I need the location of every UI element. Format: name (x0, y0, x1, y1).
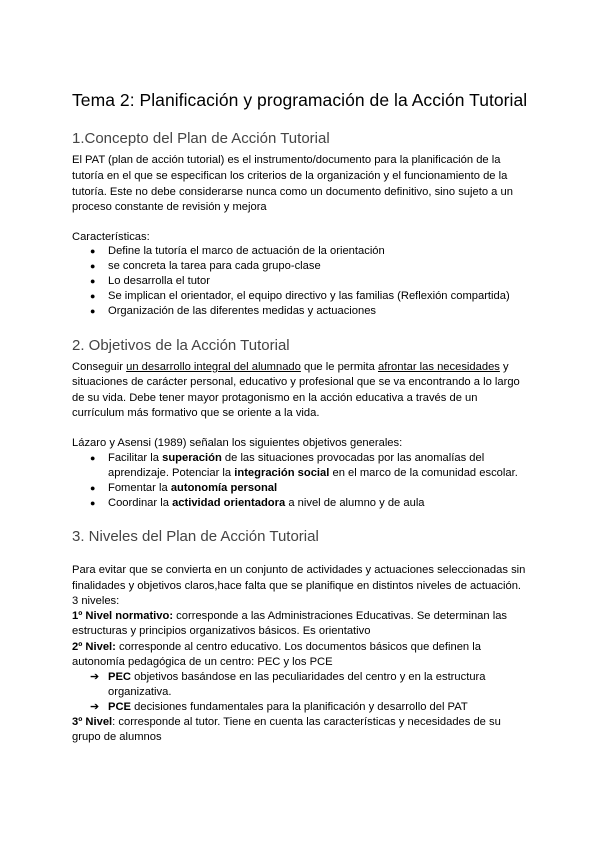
bullet-icon: ● (90, 246, 96, 256)
paragraph-line: 3 niveles: (72, 595, 120, 607)
paragraph-line: finalidades y objetivos claros,hace falta que se planifique en distintos niveles de actuación. (72, 580, 522, 592)
section-1-heading: 1.Concepto del Plan de Acción Tutorial (72, 130, 330, 147)
section-2-heading: 2. Objetivos de la Acción Tutorial (72, 337, 290, 354)
paragraph-line: autonomía pedagógica de un centro: PEC y los PCE (72, 656, 333, 668)
paragraph-line: tutoría. Este no debe considerarse nunca como un documento definitivo, sino sujeto a un (72, 186, 513, 198)
characteristics-label: Características: (72, 231, 150, 243)
bullet-icon: ● (90, 498, 96, 508)
paragraph-line: tutoría en el que se especifican los criterios de la organización y el funcionamiento de la (72, 170, 508, 182)
paragraph-line: El PAT (plan de acción tutorial) es el instrumento/documento para la planificación de la (72, 154, 501, 166)
paragraph-line: Conseguir un desarrollo integral del alumnado que le permita afrontar las necesidades y (72, 361, 509, 373)
bullet-icon: ● (90, 483, 96, 493)
bullet-icon: ● (90, 306, 96, 316)
bullet-icon: ● (90, 453, 96, 463)
paragraph-line: proceso constante de revisión y mejora (72, 201, 267, 213)
bullet-icon: ● (90, 291, 96, 301)
arrow-right-icon: ➔ (90, 701, 100, 713)
level-3-line: 3º Nivel: corresponde al tutor. Tiene en cuenta las características y necesidades de su (72, 716, 501, 728)
paragraph-line: currículum más formativo que se oriente a la vida. (72, 407, 320, 419)
level-1-line: 1º Nivel normativo: corresponde a las Administraciones Educativas. Se determinan las (72, 610, 508, 622)
document-page: Tema 2: Planificación y programación de la Acción Tutorial 1.Concepto del Plan de Acción Tutorial El PAT (plan de acción tutorial) es el instrumento/documento para la planificación de la tutoría en el que se especifican los criterios de la organización y el funcionamiento de la tutoría. Este no debe considerarse nunca como un documento definitivo, sino sujeto a un proceso constante de revisión y mejora Características: ● Define la tutoría el marco de actuación de la orientación ● se concreta la tarea para cada grupo-clase ● Lo desarrolla el tutor ● Se implican el orientador, el equipo directivo y las familias (Reflexión compartida) ● Organización de las diferentes medidas y actuaciones 2. Objetivos de la Acción Tutorial Conseguir un desarrollo integral del alumnado que le permita afrontar las necesidades y situaciones de carácter personal, educativo y profesional que se va encontrando a lo largo de su vida. Debe tener mayor protagonismo en la acción educativa a través de un currículum más formativo que se oriente a la vida. Lázaro y Asensi (1989) señalan los siguientes objetivos generales: ● Facilitar la superación de las situaciones provocadas por las anomalías del aprendizaje. Potenciar la integración social en el marco de la comunidad escolar. ● Fomentar la autonomía personal ● Coordinar la actividad orientadora a nivel de alumno y de aula 3. Niveles del Plan de Acción Tutorial Para evitar que se convierta en un conjunto de actividades y actuaciones seleccionadas sin finalidades y objetivos claros,hace falta que se planifique en distintos niveles de actuación. 3 niveles: 1º Nivel normativo: corresponde a las Administraciones Educativas. Se determinan las estructuras y principios organizativos básicos. Es orientativo 2º Nivel: corresponde al centro educativo. Los documentos básicos que definen la autonomía pedagógica de un centro: PEC y los PCE ➔ PEC objetivos basándose en las peculiaridades del centro y en la estructura organizativa. ➔ PCE decisiones fundamentales para la planificación y desarrollo del PAT 3º Nivel: corresponde al tutor. Tiene en cuenta las características y necesidades de su grupo de alumnos (0, 0, 600, 848)
bullet-icon: ● (90, 261, 96, 271)
arrow-right-icon: ➔ (90, 671, 100, 683)
section-3-heading: 3. Niveles del Plan de Acción Tutorial (72, 528, 319, 545)
level-2-line: 2º Nivel: corresponde al centro educativo. Los documentos básicos que definen la (72, 641, 481, 653)
paragraph-line: grupo de alumnos (72, 731, 162, 743)
page-title: Tema 2: Planificación y programación de la Acción Tutorial (72, 90, 528, 110)
paragraph-line: Lázaro y Asensi (1989) señalan los siguientes objetivos generales: (72, 437, 403, 449)
paragraph-line: Para evitar que se convierta en un conjunto de actividades y actuaciones seleccionadas sin (72, 564, 526, 576)
bullet-icon: ● (90, 276, 96, 286)
paragraph-line: situaciones de carácter personal, educativo y profesional que se va encontrando a lo largo (72, 376, 520, 388)
paragraph-line: estructuras y principios organizativos básicos. Es orientativo (72, 625, 371, 637)
paragraph-line: de su vida. Debe tener mayor protagonismo en la acción educativa a través de un (72, 392, 478, 404)
